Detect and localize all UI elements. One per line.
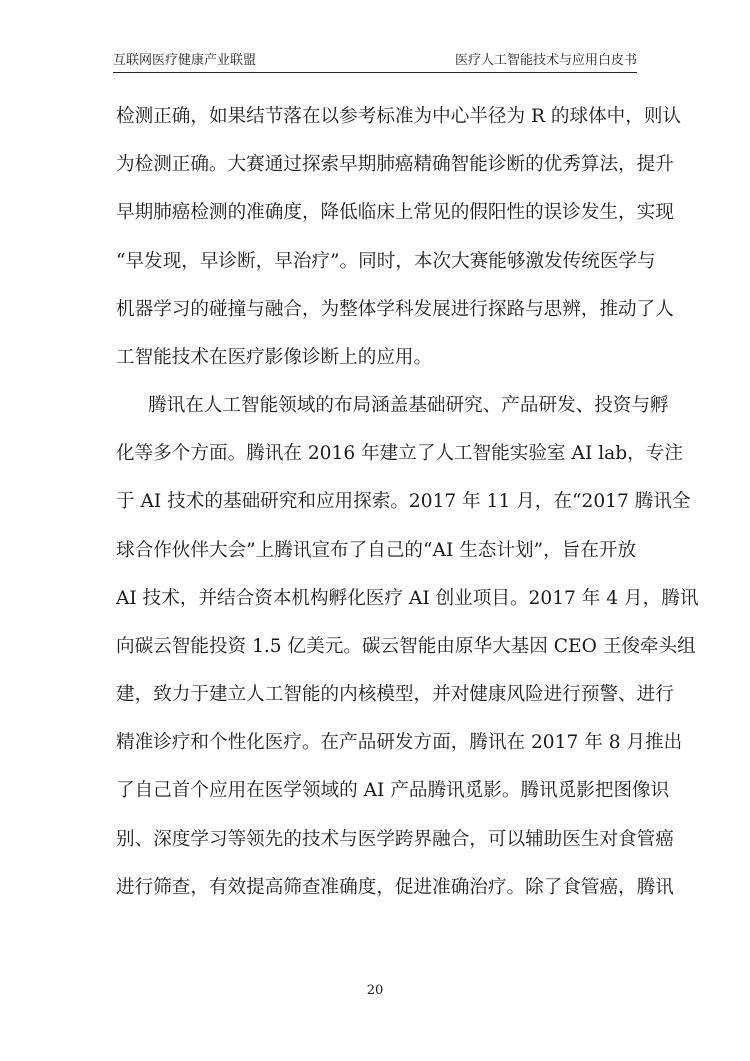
text-line: 进行筛查，有效提高筛查准确度，促进准确治疗。除了食管癌，腾讯: [116, 877, 674, 898]
page-number: 20: [366, 983, 384, 998]
text-line: 别、深度学习等领先的技术与医学跨界融合，可以辅助医生对食管癌: [116, 829, 674, 850]
page-header: [113, 50, 637, 73]
text-line: 工智能技术在医疗影像诊断上的应用。: [116, 347, 433, 368]
paragraph-first-line: 腾讯在人工智能领域的布局涵盖基础研究、产品研发、投资与孵: [148, 395, 669, 416]
header-org-name: 互联网医疗健康产业联盟: [113, 53, 257, 68]
text-line: 早期肺癌检测的准确度，降低临床上常见的假阳性的误诊发生，实现: [116, 202, 674, 223]
text-line: 了自己首个应用在医学领域的 AI 产品腾讯觅影。腾讯觅影把图像识: [116, 780, 670, 801]
text-line: 于 AI 技术的基础研究和应用探索。2017 年 11 月，在“2017 腾讯全: [116, 491, 691, 512]
text-line: 化等多个方面。腾讯在 2016 年建立了人工智能实验室 AI lab，专注: [116, 443, 683, 464]
text-line: 球合作伙伴大会”上腾讯宣布了自己的“AI 生态计划”，旨在开放: [116, 540, 637, 561]
text-line: AI 技术，并结合资本机构孵化医疗 AI 创业项目。2017 年 4 月，腾讯: [116, 588, 699, 609]
text-line: 建，致力于建立人工智能的内核模型，并对健康风险进行预警、进行: [116, 684, 674, 705]
text-line: 检测正确，如果结节落在以参考标准为中心半径为 R 的球体中，则认: [116, 106, 682, 127]
header-document-title: 医疗人工智能技术与应用白皮书: [454, 53, 637, 68]
text-line: 精准诊疗和个性化医疗。在产品研发方面，腾讯在 2017 年 8 月推出: [116, 732, 683, 753]
text-line: 为检测正确。大赛通过探索早期肺癌精确智能诊断的优秀算法，提升: [116, 154, 674, 175]
text-line: 向碳云智能投资 1.5 亿美元。碳云智能由原华大基因 CEO 王俊牵头组: [116, 636, 696, 657]
text-line: “早发现，早诊断，早治疗”。同时，本次大赛能够激发传统医学与: [116, 251, 656, 272]
text-line: 机器学习的碰撞与融合，为整体学科发展进行探路与思辨，推动了人: [116, 299, 674, 320]
